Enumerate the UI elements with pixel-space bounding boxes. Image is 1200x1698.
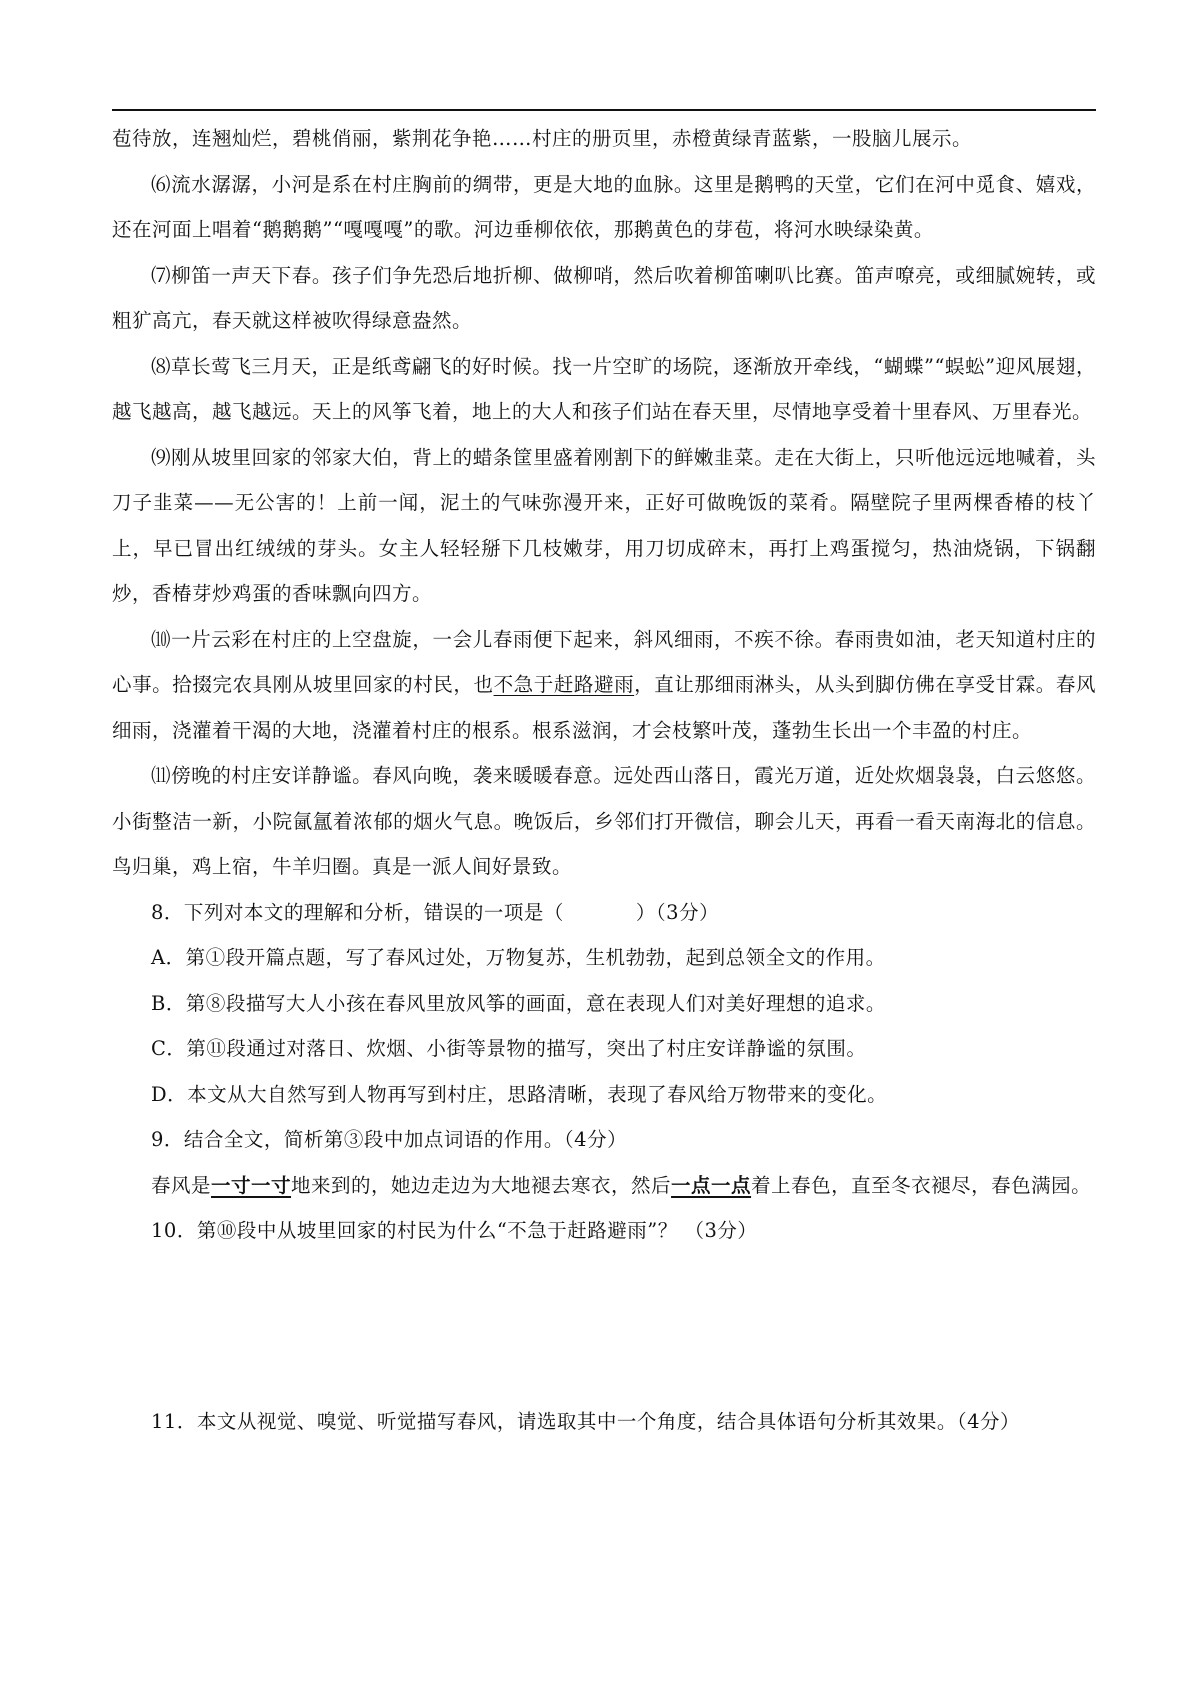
paragraph-7: ⑺柳笛一声天下春。孩子们争先恐后地折柳、做柳哨，然后吹着柳笛喇叭比赛。笛声嘹亮，或细腻婉转，或粗犷高亢，春天就这样被吹得绿意盎然。 [112,263,1096,332]
header-rule [112,109,1096,111]
emphasized-word-2: 一点一点 [671,1173,752,1197]
paragraph-10-text-a: ⑽一片云彩在村庄的上空盘旋，一会儿春雨便下起来，斜风细雨，不疾不徐。春雨贵如油，老天知道村庄的心事。拾掇完农具刚从坡里回家的村民，也 [112,627,1096,696]
underlined-phrase: 不急于赶路避雨 [493,673,635,696]
paragraph-9: ⑼刚从坡里回家的邻家大伯，背上的蜡条筐里盛着刚割下的鲜嫩韭菜。走在大街上，只听他远远地喊着，头刀子韭菜——无公害的！上前一闻，泥土的气味弥漫开来，正好可做晚饭的菜肴。隔壁院子里两棵香椿的枝丫上，早已冒出红绒绒的芽头。女主人轻轻掰下几枝嫩芽，用刀切成碎末，再打上鸡蛋搅匀，热油烧锅，下锅翻炒，香椿芽炒鸡蛋的香味飘向四方。 [112,445,1096,605]
paragraph-8: ⑻草长莺飞三月天，正是纸鸢翩飞的好时候。找一片空旷的场院，逐渐放开牵线，“蝴蝶”“蜈蚣”迎风展翅，越飞越高，越飞越远。天上的风筝飞着，地上的大人和孩子们站在春天里，尽情地享受着十里春风、万里春光。 [112,354,1096,423]
question-8-score: ）（3分） [635,900,720,924]
question-8-stem-text: 8．下列对本文的理解和分析，错误的一项是（ [151,900,564,924]
question-8-option-a: A．第①段开篇点题，写了春风过处，万物复苏，生机勃勃，起到总领全文的作用。 [151,946,886,969]
paragraph-6: ⑹流水潺潺，小河是系在村庄胸前的绸带，更是大地的血脉。这里是鹅鸭的天堂，它们在河中觅食、嬉戏，还在河面上唱着“鹅鹅鹅”“嘎嘎嘎”的歌。河边垂柳依依，那鹅黄色的芽苞，将河水映绿染黄。 [112,172,1096,241]
question-9-quote [112,1163,1096,1209]
question-8-option-b: B．第⑧段描写大人小孩在春风里放风筝的画面，意在表现人们对美好理想的追求。 [151,991,886,1015]
question-10-stem: 10．第⑩段中从坡里回家的村民为什么“不急于赶路避雨”？ （3分） [151,1219,758,1242]
paragraph-5-continuation: 苞待放，连翘灿烂，碧桃俏丽，紫荆花争艳……村庄的册页里，赤橙黄绿青蓝紫，一股脑儿展示。 [112,127,973,150]
question-11-stem: 11．本文从视觉、嗅觉、听觉描写春风，请选取其中一个角度，结合具体语句分析其效果。（4分） [151,1409,1020,1433]
quote-text-a: 春风是 [151,1173,212,1197]
question-8-stem [112,890,1096,936]
question-9-stem: 9．结合全文，简析第③段中加点词语的作用。（4分） [151,1128,628,1151]
quote-text-c: 着上春色，直至冬衣褪尽，春色满园。 [751,1173,1092,1197]
paragraph-10 [112,617,1096,754]
paragraph-10-text-b: ，直让那细雨淋头，从头到脚仿佛在享受甘霖。春风细雨，浇灌着干渴的大地，浇灌着村庄的根系。根系滋润，才会枝繁叶茂，蓬勃生长出一个丰盈的村庄。 [112,673,1096,742]
paragraph-11: ⑾傍晚的村庄安详静谧。春风向晚，袭来暖暖春意。远处西山落日，霞光万道，近处炊烟袅袅，白云悠悠。小街整洁一新，小院氤氲着浓郁的烟火气息。晚饭后，乡邻们打开微信，聊会儿天，再看一看天南海北的信息。鸟归巢，鸡上宿，牛羊归圈。真是一派人间好景致。 [112,764,1096,878]
quote-text-b: 地来到的，她边走边为大地褪去寒衣，然后 [291,1173,672,1197]
answer-area-10[interactable] [112,1254,1096,1399]
emphasized-word-1: 一寸一寸 [211,1173,292,1197]
question-8-option-d: D．本文从大自然写到人物再写到村庄，思路清晰，表现了春风给万物带来的变化。 [151,1082,888,1106]
document-body [112,116,1096,1444]
question-8-option-c: C．第⑪段通过对落日、炊烟、小街等景物的描写，突出了村庄安详静谧的氛围。 [151,1037,867,1060]
